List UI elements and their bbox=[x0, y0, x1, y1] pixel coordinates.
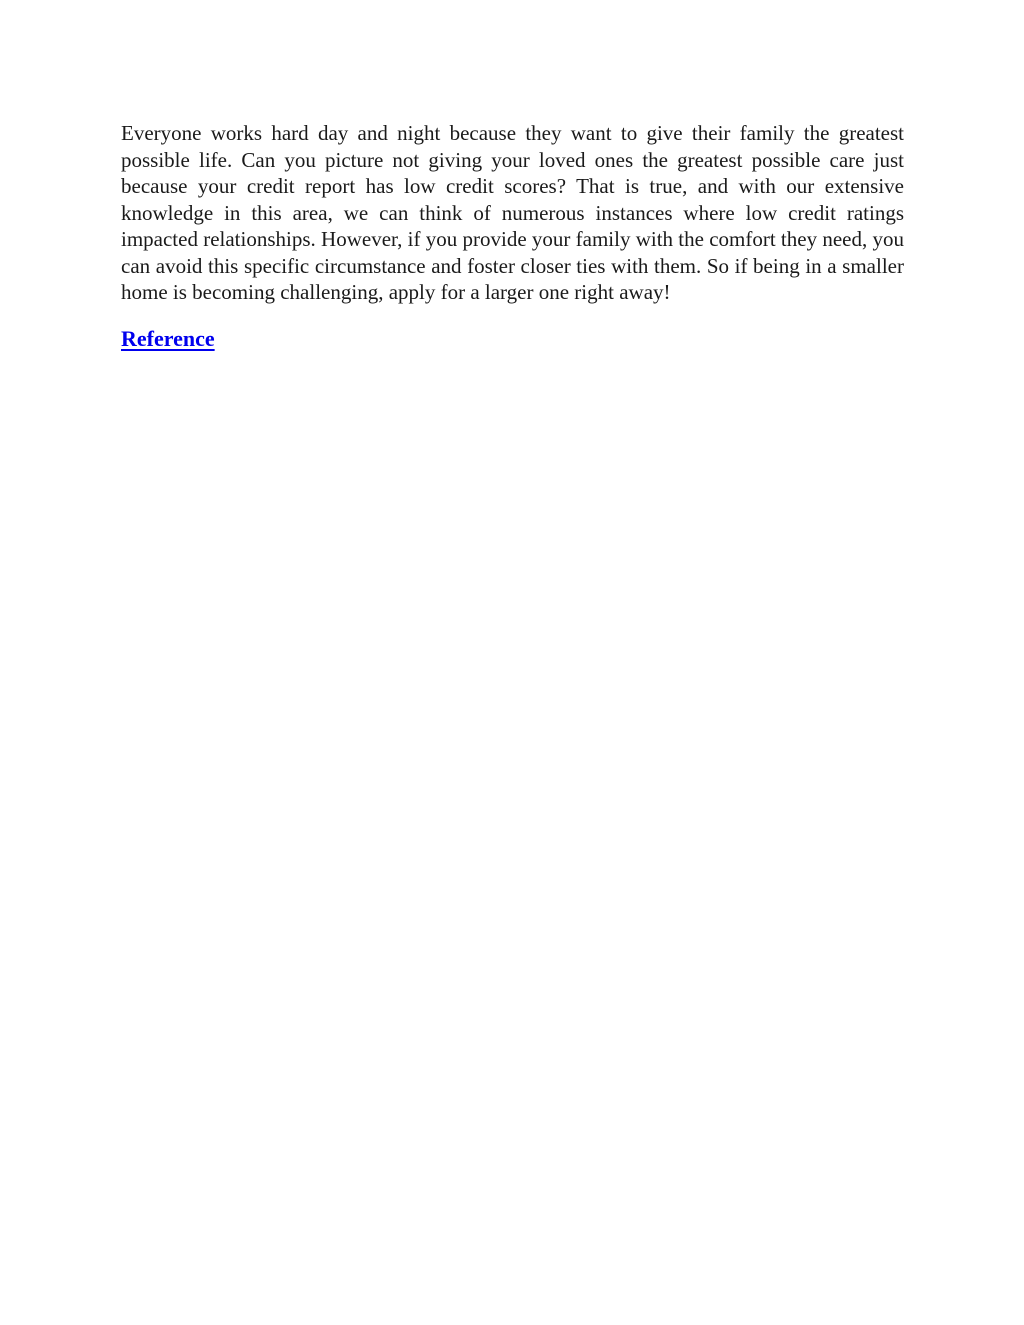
body-paragraph: Everyone works hard day and night because they want to give their family the greatest possible life. Can you picture not giving your loved ones the greatest possible care just because your credit report has low credit scores? That is true, and with our extensive knowledge in this area, we can think of numerous instances where low credit ratings impacted relationships. However, if you provide your family with the comfort they need, you can avoid this specific circumstance and foster closer ties with them. So if being in a smaller home is becoming challenging, apply for a larger one right away! bbox=[121, 121, 904, 304]
document-content bbox=[121, 120, 904, 352]
reference-link[interactable]: Reference bbox=[121, 325, 215, 351]
